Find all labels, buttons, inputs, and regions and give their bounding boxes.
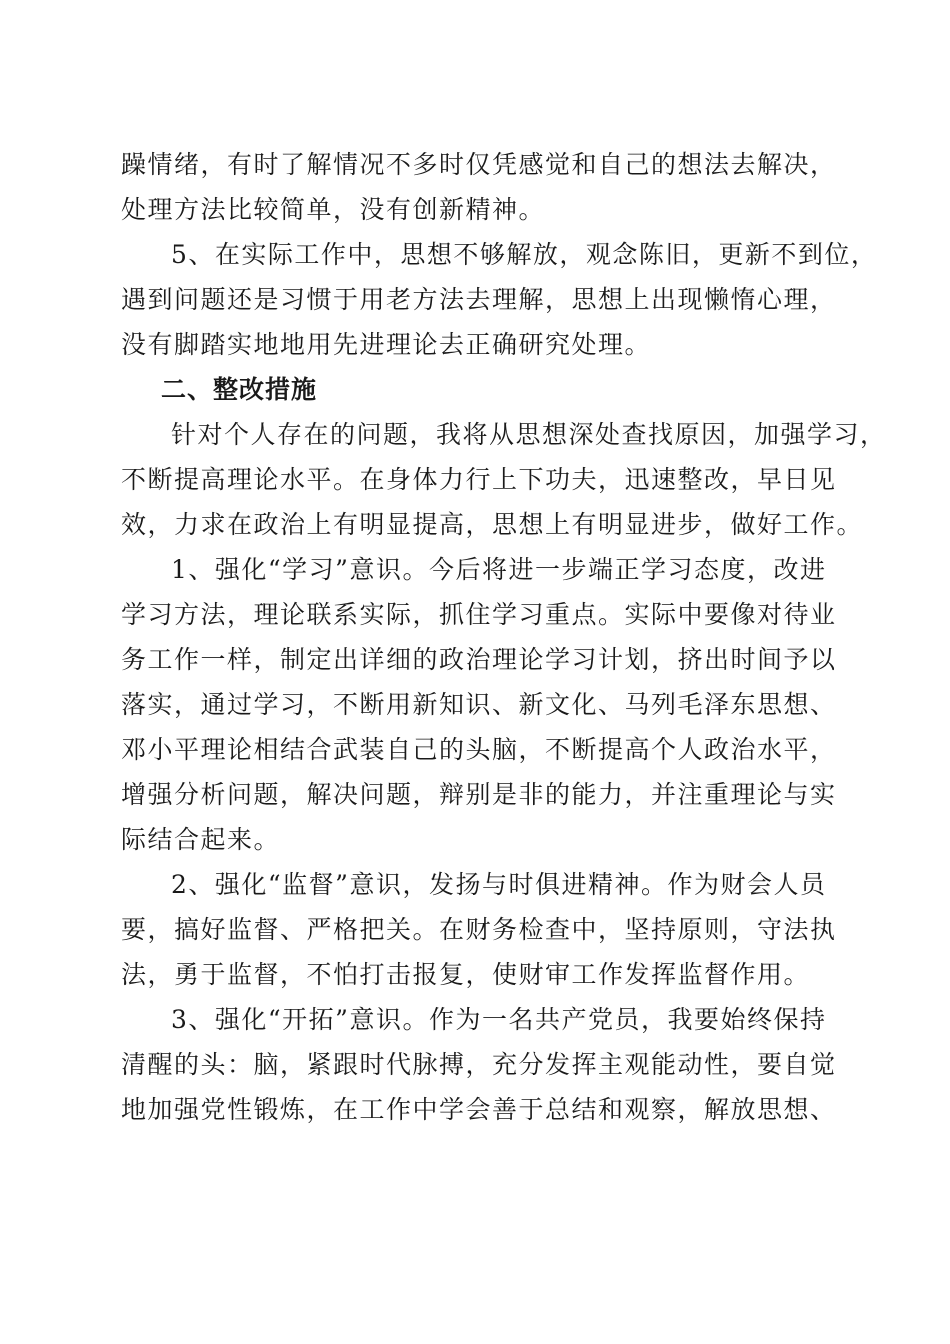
text-line: 要，搞好监督、严格把关。在财务检查中，坚持原则，守法执 [121, 915, 837, 944]
text-line: 学习方法，理论联系实际，抓住学习重点。实际中要像对待业 [121, 600, 837, 629]
text-line: 清醒的头：脑，紧跟时代脉搏，充分发挥主观能动性，要自觉 [121, 1050, 837, 1079]
text-line: 1、强化“学习”意识。今后将进一步端正学习态度，改进 [171, 555, 827, 584]
text-line: 邓小平理论相结合武装自己的头脑，不断提高个人政治水平， [121, 735, 837, 764]
text-line: 落实，通过学习，不断用新知识、新文化、马列毛泽东思想、 [121, 690, 837, 719]
text-line: 处理方法比较简单，没有创新精神。 [121, 195, 546, 224]
text-line: 5、在实际工作中，思想不够解放，观念陈旧，更新不到位， [171, 240, 878, 269]
paragraph-measure-2 [121, 862, 837, 997]
text-line: 地加强党性锻炼，在工作中学会善于总结和观察，解放思想、 [121, 1095, 837, 1124]
heading-text: 二、整改措施 [161, 375, 318, 404]
text-line: 务工作一样，制定出详细的政治理论学习计划，挤出时间予以 [121, 645, 837, 674]
paragraph-intro [121, 412, 887, 547]
text-line: 遇到问题还是习惯于用老方法去理解，思想上出现懒惰心理， [121, 285, 837, 314]
section-heading [121, 367, 831, 412]
text-line: 不断提高理论水平。在身体力行上下功夫，迅速整改，早日见 [121, 465, 837, 494]
text-line: 际结合起来。 [121, 825, 281, 854]
paragraph-measure-3 [121, 997, 837, 1132]
text-line: 躁情绪，有时了解情况不多时仅凭感觉和自己的想法去解决， [121, 150, 837, 179]
text-line: 3、强化“开拓”意识。作为一名共产党员，我要始终保持 [171, 1005, 827, 1034]
paragraph-continuation [121, 142, 837, 232]
text-line: 法，勇于监督，不怕打击报复，使财审工作发挥监督作用。 [121, 960, 811, 989]
paragraph-measure-1 [121, 547, 837, 862]
text-line: 增强分析问题，解决问题，辩别是非的能力，并注重理论与实 [121, 780, 837, 809]
paragraph-item-5 [121, 232, 878, 367]
document-body [121, 142, 887, 1132]
text-line: 没有脚踏实地地用先进理论去正确研究处理。 [121, 330, 652, 359]
text-line: 针对个人存在的问题，我将从思想深处查找原因，加强学习， [171, 420, 887, 449]
text-line: 效，力求在政治上有明显提高，思想上有明显进步，做好工作。 [121, 510, 864, 539]
text-line: 2、强化“监督”意识，发扬与时俱进精神。作为财会人员 [171, 870, 827, 899]
